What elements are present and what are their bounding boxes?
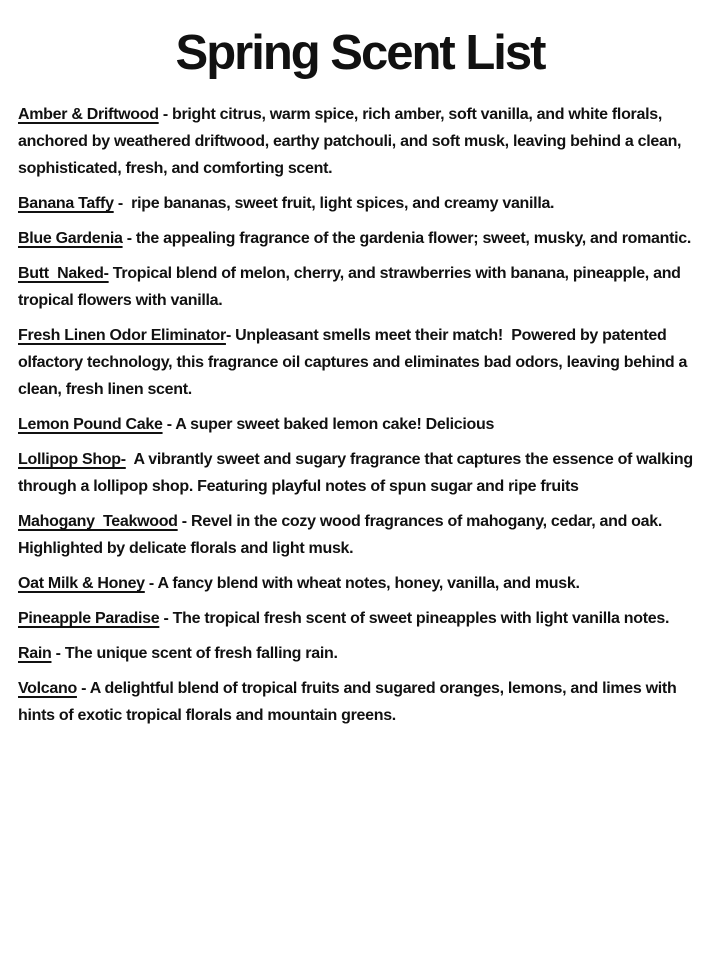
- scent-separator: -: [113, 194, 132, 212]
- scent-name: Amber & Driftwood: [18, 105, 159, 123]
- scent-name: Butt Naked-: [18, 264, 109, 282]
- page-title: Spring Scent List: [175, 26, 545, 80]
- scent-description: the appealing fragrance of the gardenia flower; sweet, musky, and romantic.: [135, 229, 692, 247]
- scent-entry: [18, 322, 702, 403]
- scent-description: A super sweet baked lemon cake! Delicious: [175, 415, 495, 433]
- scent-description: A delightful blend of tropical fruits and sugared oranges, lemons, and limes with hints of exotic tropical florals and mountain greens.: [18, 679, 681, 724]
- scent-entry: [18, 260, 702, 314]
- scent-entry: [18, 508, 702, 562]
- scent-name: Mahogany Teakwood: [18, 512, 178, 530]
- scent-list: [0, 101, 720, 729]
- scent-separator: -: [158, 105, 173, 123]
- scent-separator: -: [76, 679, 90, 697]
- scent-separator: -: [51, 644, 65, 662]
- scent-entry: [18, 225, 702, 252]
- scent-name: Volcano: [18, 679, 77, 697]
- scent-entry: [18, 605, 702, 632]
- scent-separator: -: [177, 512, 191, 530]
- scent-description: A fancy blend with wheat notes, honey, vanilla, and musk.: [157, 574, 580, 592]
- scent-entry: [18, 101, 702, 182]
- scent-description: A vibrantly sweet and sugary fragrance that captures the essence of walking through a lollipop shop. Featuring playful notes of spun sugar and ripe fruits: [18, 450, 697, 495]
- scent-separator: -: [159, 609, 173, 627]
- scent-name: Oat Milk & Honey: [18, 574, 145, 592]
- scent-entry: [18, 570, 702, 597]
- scent-separator: -: [144, 574, 158, 592]
- scent-description: Revel in the cozy wood fragrances of mahogany, cedar, and oak. Highlighted by delicate florals and light musk.: [18, 512, 667, 557]
- scent-name: Pineapple Paradise: [18, 609, 160, 627]
- scent-name: Blue Gardenia: [18, 229, 123, 247]
- document-page: [0, 26, 720, 958]
- scent-entry: [18, 446, 702, 500]
- scent-name: Rain: [18, 644, 52, 662]
- scent-description: ripe bananas, sweet fruit, light spices, and creamy vanilla.: [131, 194, 555, 212]
- scent-separator: -: [122, 229, 136, 247]
- scent-description: Tropical blend of melon, cherry, and strawberries with banana, pineapple, and tropical flowers with vanilla.: [18, 264, 685, 309]
- scent-description: Unpleasant smells meet their match! Powered by patented olfactory technology, this fragrance oil captures and eliminates bad odors, leaving behind a clean, fresh linen scent.: [18, 326, 692, 398]
- scent-name: Lollipop Shop-: [18, 450, 126, 468]
- scent-description: The unique scent of fresh falling rain.: [64, 644, 338, 662]
- scent-name: Fresh Linen Odor Eliminator: [18, 326, 226, 344]
- scent-description: The tropical fresh scent of sweet pineapples with light vanilla notes.: [172, 609, 670, 627]
- scent-entry: [18, 675, 702, 729]
- scent-separator: -: [225, 326, 236, 344]
- scent-name: Banana Taffy: [18, 194, 114, 212]
- scent-separator: -: [162, 415, 176, 433]
- scent-entry: [18, 411, 702, 438]
- scent-name: Lemon Pound Cake: [18, 415, 163, 433]
- scent-entry: [18, 640, 702, 667]
- scent-description: bright citrus, warm spice, rich amber, soft vanilla, and white florals, anchored by weathered driftwood, earthy patchouli, and soft musk, leaving behind a clean, sophisticated, fresh, and comforting scent.: [18, 105, 686, 177]
- scent-entry: [18, 190, 702, 217]
